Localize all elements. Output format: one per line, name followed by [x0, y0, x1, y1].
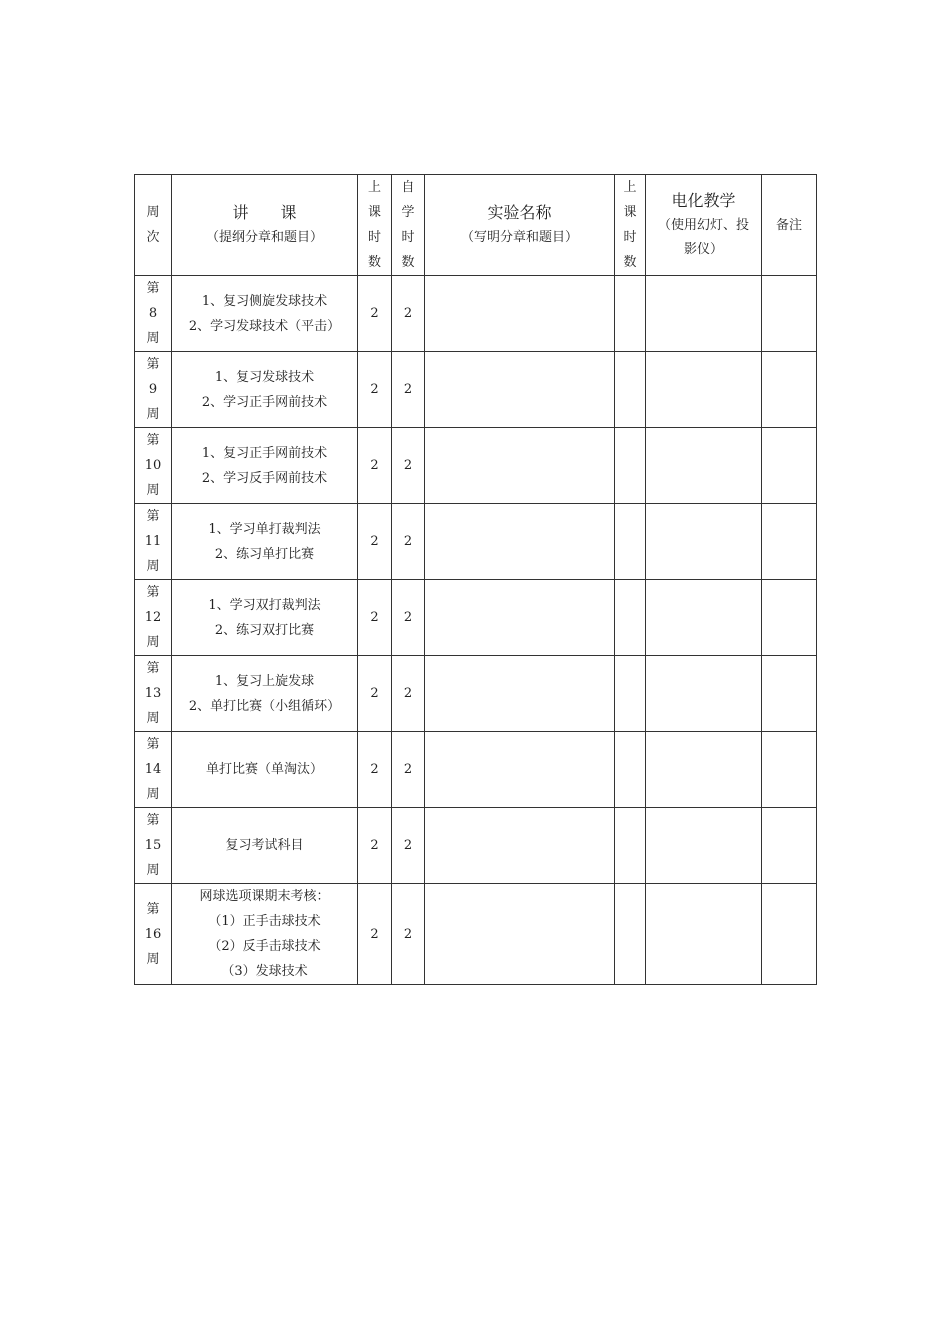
av-teaching-cell: [646, 504, 762, 580]
header-char: 课: [623, 205, 637, 220]
week-label-part: 周: [146, 951, 160, 967]
header-av-sub: （使用幻灯、投: [657, 218, 749, 233]
experiment-cell: [425, 732, 615, 808]
header-char: 数: [367, 255, 381, 270]
week-cell: [135, 352, 172, 428]
week-label-part: 第: [146, 357, 160, 372]
lecture-line: 2、练习单打比赛: [214, 546, 315, 562]
lecture-cell: [172, 732, 358, 808]
week-label-part: 9: [148, 382, 158, 397]
class-hours-cell: 2: [358, 656, 392, 732]
table-row: [135, 884, 817, 985]
lecture-line: （2）反手击球技术: [208, 939, 321, 954]
header-av-teaching: [646, 175, 762, 276]
week-label-part: 16: [144, 926, 162, 942]
lecture-line: 2、单打比赛（小组循环）: [188, 698, 341, 714]
exp-hours-cell: [615, 352, 646, 428]
experiment-cell: [425, 504, 615, 580]
header-av-sub: 影仪）: [683, 242, 723, 257]
remarks-cell: [762, 504, 817, 580]
class-hours-cell: 2: [358, 808, 392, 884]
class-hours-cell: 2: [358, 352, 392, 428]
lecture-line: 单打比赛（单淘汰）: [205, 762, 323, 777]
header-row: [135, 175, 817, 276]
header-experiment: [425, 175, 615, 276]
lecture-cell: [172, 808, 358, 884]
week-cell: [135, 276, 172, 352]
remarks-cell: [762, 352, 817, 428]
table-row: [135, 352, 817, 428]
av-teaching-cell: [646, 884, 762, 985]
week-label-part: 周: [146, 635, 160, 650]
lecture-line: 2、练习双打比赛: [214, 622, 315, 638]
lecture-cell: [172, 884, 358, 985]
exp-hours-cell: [615, 732, 646, 808]
week-label-part: 第: [146, 281, 160, 296]
week-label-part: 14: [144, 762, 162, 777]
header-lecture-title: 讲 课: [232, 203, 297, 222]
week-label-part: 第: [146, 585, 160, 600]
header-av-title: 电化教学: [671, 191, 736, 210]
week-cell: [135, 504, 172, 580]
header-experiment-title: 实验名称: [487, 203, 552, 222]
remarks-cell: [762, 580, 817, 656]
remarks-cell: [762, 732, 817, 808]
exp-hours-cell: [615, 580, 646, 656]
week-label-part: 第: [146, 661, 160, 676]
av-teaching-cell: [646, 580, 762, 656]
class-hours-cell: 2: [358, 732, 392, 808]
lecture-cell: [172, 276, 358, 352]
table-row: [135, 276, 817, 352]
av-teaching-cell: [646, 808, 762, 884]
lecture-line: 复习考试科目: [225, 838, 304, 853]
exp-hours-cell: [615, 428, 646, 504]
week-label-part: 周: [146, 407, 160, 422]
course-schedule-table: [134, 174, 817, 985]
lecture-line: 1、学习单打裁判法: [208, 521, 321, 537]
header-char: 数: [401, 255, 415, 270]
class-hours-cell: 2: [358, 428, 392, 504]
week-label-part: 周: [146, 711, 160, 726]
week-label-part: 周: [146, 331, 160, 346]
experiment-cell: [425, 580, 615, 656]
exp-hours-cell: [615, 656, 646, 732]
remarks-cell: [762, 276, 817, 352]
class-hours-cell: 2: [358, 504, 392, 580]
table-row: [135, 656, 817, 732]
remarks-cell: [762, 428, 817, 504]
experiment-cell: [425, 428, 615, 504]
av-teaching-cell: [646, 352, 762, 428]
week-label-part: 13: [144, 686, 162, 701]
header-lecture-sub: （提纲分章和题目）: [205, 230, 323, 245]
week-label-part: 第: [146, 737, 160, 752]
av-teaching-cell: [646, 732, 762, 808]
week-label-part: 第: [146, 433, 160, 448]
week-label-part: 周: [146, 863, 160, 878]
remarks-cell: [762, 884, 817, 985]
lecture-line: 2、学习发球技术（平击）: [188, 318, 341, 334]
table-row: [135, 580, 817, 656]
class-hours-cell: 2: [358, 580, 392, 656]
week-label-part: 15: [144, 838, 162, 853]
header-char: 时: [623, 230, 637, 245]
lecture-cell: [172, 656, 358, 732]
self-study-cell: 2: [392, 580, 425, 656]
lecture-line: 网球选项课期末考核：: [199, 889, 330, 904]
self-study-cell: 2: [392, 504, 425, 580]
class-hours-cell: 2: [358, 276, 392, 352]
header-lecture: [172, 175, 358, 276]
lecture-line: （3）发球技术: [221, 964, 308, 979]
header-experiment-sub: （写明分章和题目）: [460, 230, 578, 245]
lecture-cell: [172, 504, 358, 580]
experiment-cell: [425, 352, 615, 428]
lecture-line: 1、复习发球技术: [214, 369, 315, 385]
lecture-line: 2、学习正手网前技术: [201, 394, 328, 410]
self-study-cell: 2: [392, 428, 425, 504]
experiment-cell: [425, 808, 615, 884]
class-hours-cell: 2: [358, 884, 392, 985]
header-week: [135, 175, 172, 276]
header-char: 学: [401, 205, 415, 220]
experiment-cell: [425, 884, 615, 985]
table-row: [135, 808, 817, 884]
lecture-line: （1）正手击球技术: [208, 914, 321, 929]
lecture-line: 2、学习反手网前技术: [201, 470, 328, 486]
header-char: 课: [367, 205, 381, 220]
header-char: 时: [367, 230, 381, 245]
table-row: [135, 732, 817, 808]
exp-hours-cell: [615, 884, 646, 985]
table-row: [135, 504, 817, 580]
self-study-cell: 2: [392, 808, 425, 884]
self-study-cell: 2: [392, 732, 425, 808]
week-cell: [135, 656, 172, 732]
lecture-line: 1、复习正手网前技术: [201, 445, 328, 461]
header-char: 上: [623, 180, 637, 195]
exp-hours-cell: [615, 504, 646, 580]
week-label-part: 周: [146, 483, 160, 498]
header-self-study: [392, 175, 425, 276]
week-cell: [135, 732, 172, 808]
experiment-cell: [425, 656, 615, 732]
av-teaching-cell: [646, 656, 762, 732]
experiment-cell: [425, 276, 615, 352]
lecture-cell: [172, 580, 358, 656]
week-cell: [135, 884, 172, 985]
remarks-cell: [762, 808, 817, 884]
self-study-cell: 2: [392, 276, 425, 352]
header-class-hours: [358, 175, 392, 276]
week-label-part: 11: [144, 534, 162, 549]
self-study-cell: 2: [392, 352, 425, 428]
week-label-part: 第: [146, 509, 160, 524]
week-label-part: 8: [148, 306, 158, 321]
week-label-part: 周: [146, 787, 160, 802]
week-cell: [135, 808, 172, 884]
header-week-char: 周: [146, 205, 160, 220]
lecture-line: 1、学习双打裁判法: [208, 597, 321, 613]
week-cell: [135, 428, 172, 504]
header-week-char: 次: [146, 230, 160, 245]
lecture-cell: [172, 352, 358, 428]
header-char: 时: [401, 230, 415, 245]
week-label-part: 第: [146, 813, 160, 828]
week-label-part: 10: [144, 458, 162, 473]
week-label-part: 12: [144, 610, 162, 625]
table-row: [135, 428, 817, 504]
self-study-cell: 2: [392, 884, 425, 985]
header-remarks: 备注: [762, 175, 817, 276]
header-exp-hours: [615, 175, 646, 276]
week-label-part: 第: [146, 901, 160, 917]
week-cell: [135, 580, 172, 656]
av-teaching-cell: [646, 276, 762, 352]
week-label-part: 周: [146, 559, 160, 574]
header-char: 数: [623, 255, 637, 270]
self-study-cell: 2: [392, 656, 425, 732]
exp-hours-cell: [615, 276, 646, 352]
lecture-cell: [172, 428, 358, 504]
header-char: 自: [401, 180, 415, 195]
exp-hours-cell: [615, 808, 646, 884]
lecture-line: 1、复习侧旋发球技术: [201, 293, 328, 309]
header-char: 上: [367, 180, 381, 195]
remarks-cell: [762, 656, 817, 732]
av-teaching-cell: [646, 428, 762, 504]
lecture-line: 1、复习上旋发球: [214, 673, 315, 689]
